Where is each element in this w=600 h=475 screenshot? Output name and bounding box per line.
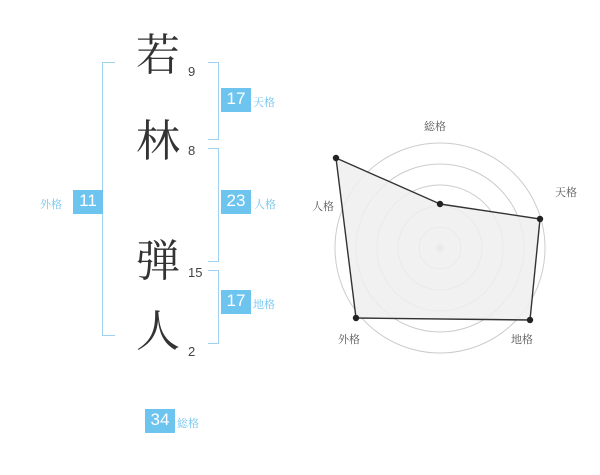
name-character: 若 [136,30,180,81]
radar-axis-label-chikaku: 地格 [511,333,533,346]
gaikaku-value: 11 [73,190,103,214]
radar-chart-svg [300,0,600,470]
jinkaku-value: 23 [221,190,251,214]
stroke-count: 8 [188,143,196,158]
tenkaku-label: 天格 [253,96,275,109]
name-analysis-panel [0,0,300,470]
name-character: 林 [136,116,180,167]
radar-data-polygon [336,158,540,320]
gaikaku-label: 外格 [40,198,62,211]
chikaku-bracket [208,270,219,344]
soukaku-label: 総格 [177,417,199,430]
stroke-count: 15 [188,265,203,280]
name-character: 弾 [136,236,180,287]
radar-chart [300,0,600,470]
tenkaku-value: 17 [221,88,251,112]
chikaku-value: 17 [221,290,251,314]
radar-axis-label-tenkaku: 天格 [555,186,577,199]
soukaku-value: 34 [145,409,175,433]
radar-axis-label-soukaku: 総格 [424,120,446,133]
radar-axis-label-gaikaku: 外格 [338,333,360,346]
name-character: 人 [136,306,180,357]
gaikaku-bracket [102,62,115,336]
tenkaku-bracket [208,62,219,140]
stroke-count: 9 [188,64,196,79]
radar-axis-label-jinkaku: 人格 [312,200,334,213]
jinkaku-bracket [208,148,219,262]
jinkaku-label: 人格 [254,198,276,211]
stroke-count: 2 [188,344,196,359]
chikaku-label: 地格 [253,298,275,311]
